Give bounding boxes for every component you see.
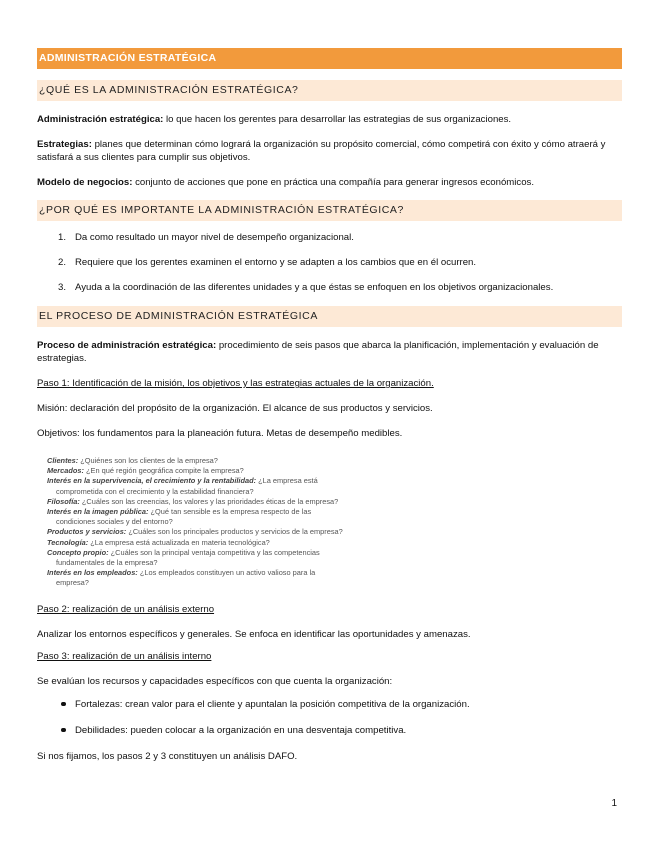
term: Administración estratégica: <box>37 114 164 125</box>
step-3-heading: Paso 3: realización de un análisis interno <box>37 650 212 662</box>
figure-term: Interés en la supervivencia, el crecimiento y la rentabilidad: <box>47 476 257 486</box>
figure-row <box>47 568 622 578</box>
objetivos-text: Objetivos: los fundamentos para la planeación futura. Metas de desempeño medibles. <box>37 428 403 439</box>
figure-text: ¿En qué región geográfica compite la empresa? <box>83 466 244 476</box>
figure-row-continuation: condiciones sociales y del entorno? <box>56 517 173 527</box>
section-title-proceso: EL PROCESO DE ADMINISTRACIÓN ESTRATÉGICA <box>37 306 622 327</box>
figure-row <box>47 456 622 466</box>
definition-estrategias <box>37 138 622 164</box>
definition-text: lo que hacen los gerentes para desarrollar las estrategias de sus organizaciones. <box>163 114 512 125</box>
figure-row <box>47 466 622 476</box>
bullet-icon <box>61 728 66 733</box>
figure-row <box>47 497 622 507</box>
figure-row <box>47 507 622 517</box>
term: Proceso de administración estratégica: <box>37 340 217 351</box>
section-title-que-es: ¿QUÉ ES LA ADMINISTRACIÓN ESTRATÉGICA? <box>37 80 622 101</box>
definition-proceso <box>37 339 622 365</box>
list-item <box>37 724 622 737</box>
figure-term: Clientes: <box>47 456 79 465</box>
document-page <box>37 48 622 763</box>
list-text: Da como resultado un mayor nivel de desempeño organizacional. <box>75 232 354 243</box>
figure-row <box>47 538 622 548</box>
figure-row-continuation: fundamentales de la empresa? <box>56 558 158 568</box>
figure-term: Interés en los empleados: <box>47 568 138 578</box>
figure-text: ¿Los empleados constituyen un activo valioso para la <box>137 568 316 578</box>
list-text: Requiere que los gerentes examinen el entorno y se adapten a los cambios que en él ocurren. <box>75 257 477 268</box>
bullet-list <box>37 698 622 737</box>
list-item <box>37 698 622 711</box>
step-2-text: Analizar los entornos específicos y generales. Se enfoca en identificar las oportunidades y amenazas. <box>37 628 471 640</box>
list-number: 3. <box>58 282 67 293</box>
definition-administracion <box>37 113 622 126</box>
page-number: 1 <box>611 798 617 809</box>
numbered-list <box>37 231 622 294</box>
term: Modelo de negocios: <box>37 177 133 188</box>
list-text: Fortalezas: crean valor para el cliente y apuntalan la posición competitiva de la organización. <box>75 698 470 710</box>
list-text: Debilidades: pueden colocar a la organización en una desventaja competitiva. <box>75 724 407 736</box>
section-title-importancia: ¿POR QUÉ ES IMPORTANTE LA ADMINISTRACIÓN ESTRATÉGICA? <box>37 200 622 221</box>
list-text: Ayuda a la coordinación de las diferentes unidades y a que éstas se enfoquen en los objetivos organizacionales. <box>75 282 554 293</box>
figure-text: ¿Cuáles son la principal ventaja competitiva y las competencias <box>108 547 320 557</box>
closing-text: Si nos fijamos, los pasos 2 y 3 constituyen un análisis DAFO. <box>37 750 298 762</box>
figure-row-continuation: comprometida con el crecimiento y la estabilidad financiera? <box>56 486 254 496</box>
list-item <box>37 281 622 294</box>
definition-text: procedimiento de seis pasos que abarca la planificación, implementación y evaluación de estrategias. <box>37 340 599 364</box>
figure-text: ¿Quiénes son los clientes de la empresa? <box>78 456 218 465</box>
step-1-heading: Paso 1: Identificación de la misión, los objetivos y las estrategias actuales de la organización. <box>37 378 434 389</box>
figure-row-continuation: empresa? <box>56 578 89 588</box>
main-title: ADMINISTRACIÓN ESTRATÉGICA <box>37 48 622 69</box>
list-item <box>37 231 622 244</box>
figure-term: Concepto propio: <box>47 547 109 557</box>
figure-row <box>47 527 622 537</box>
step-3-text: Se evalúan los recursos y capacidades específicos con que cuenta la organización: <box>37 675 393 687</box>
mision-text: Misión: declaración del propósito de la organización. El alcance de sus productos y servicios. <box>37 403 433 414</box>
figure-term: Interés en la imagen pública: <box>47 507 149 517</box>
step-2-heading: Paso 2: realización de un análisis externo <box>37 603 215 615</box>
figure-row <box>47 548 622 558</box>
figure-text: ¿La empresa está <box>256 476 318 486</box>
list-item <box>37 256 622 269</box>
bullet-icon <box>61 702 66 707</box>
definition-text: conjunto de acciones que pone en práctica una compañía para generar ingresos económicos. <box>132 177 535 188</box>
term: Estrategias: <box>37 139 92 150</box>
figure-term: Mercados: <box>47 466 84 476</box>
figure-text: ¿Cuáles son las creencias, los valores y las prioridades éticas de la empresa? <box>79 496 339 506</box>
figure-text: ¿Qué tan sensible es la empresa respecto de las <box>148 507 312 517</box>
figure-term: Productos y servicios: <box>47 527 127 537</box>
figure-term: Tecnología: <box>47 537 89 547</box>
figure-row <box>47 476 622 486</box>
list-number: 2. <box>58 257 67 268</box>
figure-term: Filosofía: <box>47 496 80 506</box>
figure-text: ¿Cuáles son los principales productos y servicios de la empresa? <box>126 527 343 537</box>
list-number: 1. <box>58 232 67 243</box>
definition-text: planes que determinan cómo logrará la organización su propósito comercial, cómo competirá con éxito y cómo atraerá y satisfará a sus clientes para cumplir sus objetivos. <box>37 139 606 163</box>
definition-modelo-negocios <box>37 176 622 189</box>
mission-components-figure <box>37 456 622 589</box>
figure-text: ¿La empresa está actualizada en materia tecnológica? <box>88 537 270 547</box>
